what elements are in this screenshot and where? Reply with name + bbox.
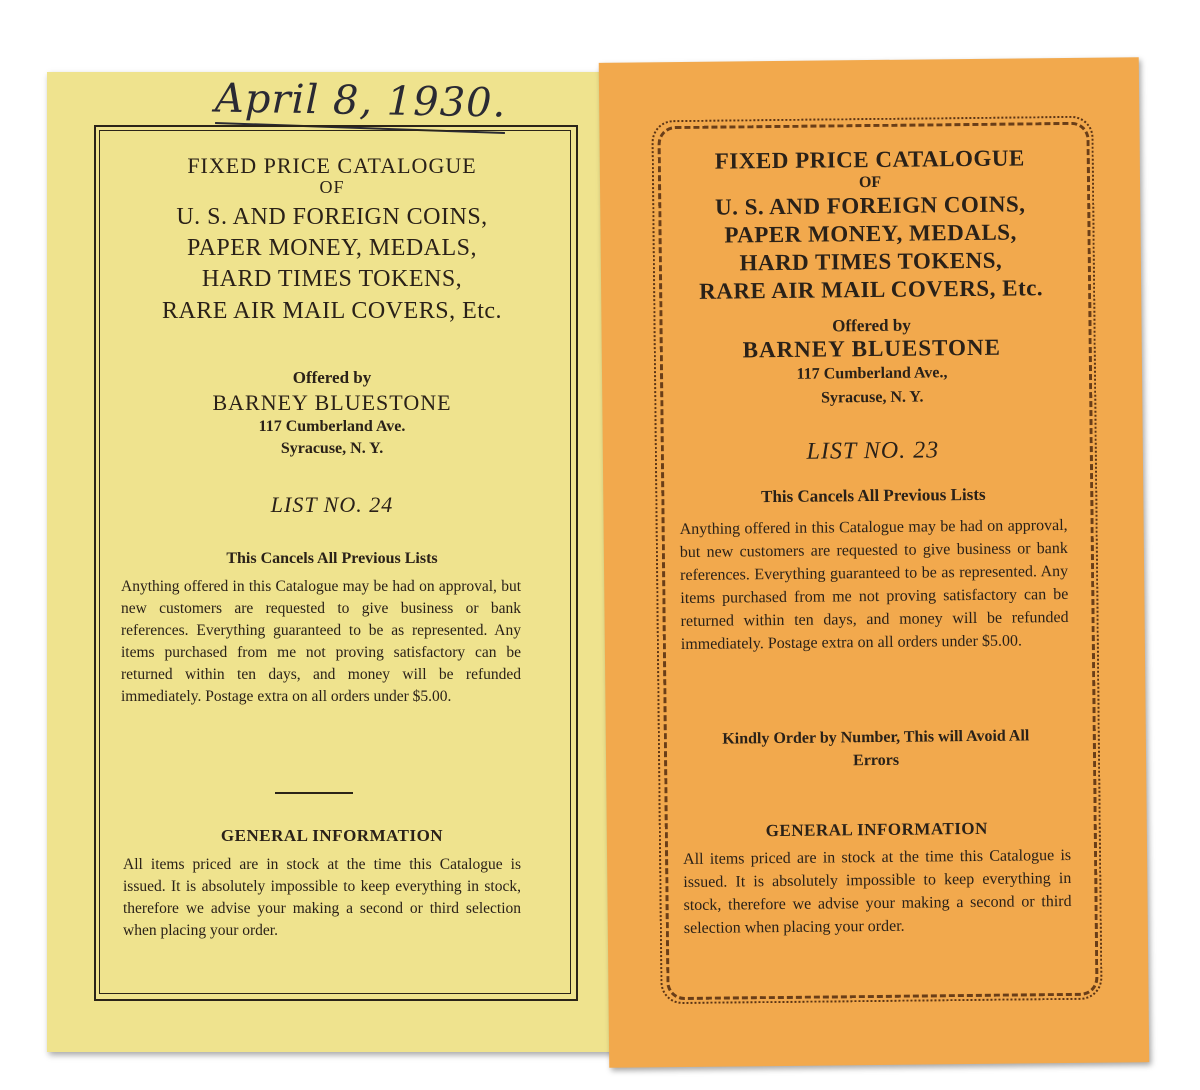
cancels-line [673, 484, 1073, 508]
item-line-4: RARE AIR MAIL COVERS, Etc. [161, 297, 503, 324]
item-line-2: PAPER MONEY, MEDALS, [186, 235, 478, 262]
cover-heading-block [107, 154, 557, 327]
general-info-block [683, 844, 1072, 940]
dealer-name: BARNEY BLUESTONE [742, 334, 1001, 363]
general-info-title: GENERAL INFORMATION [220, 826, 444, 845]
section-divider [275, 792, 353, 794]
item-line-1: U. S. AND FOREIGN COINS, [176, 203, 488, 230]
dealer-block [671, 314, 1072, 412]
general-info-paragraph: All items priced are in stock at the time this Catalogue is issued. It is absolutely impossible to keep everything in stock, therefore we advise your making a second or third selection when placing your order. [123, 856, 521, 939]
cancels-line [107, 550, 557, 568]
item-line-3: HARD TIMES TOKENS, [201, 266, 463, 293]
list-number [673, 436, 1073, 467]
general-info-block [123, 854, 521, 942]
left-catalogue-cover [47, 72, 615, 1052]
terms-paragraph: Anything offered in this Catalogue may be had on approval, but new customers are requested to give business or bank references. Everything guaranteed to be as represented. Any items purchased from me not proving satisfactory can be returned within ten days, and money will be refunded immediately. Postage extra on all orders under $5.00. [121, 578, 521, 705]
address-line-1: 117 Cumberland Ave. [258, 418, 406, 435]
list-number-text: LIST NO. 24 [270, 492, 394, 517]
offered-by: Offered by [292, 368, 372, 387]
handwritten-date: April 8, 1930. [214, 75, 507, 127]
address-line-2: Syracuse, N. Y. [820, 388, 924, 407]
right-catalogue-cover [599, 57, 1149, 1068]
dealer-block [107, 368, 557, 461]
address-line-1: 117 Cumberland Ave., [796, 364, 948, 383]
general-info-paragraph: All items priced are in stock at the time this Catalogue is issued. It is absolutely impossible to keep everything in stock, therefore we advise your making a second or third selection when placing your order. [683, 846, 1072, 938]
address-line-2: Syracuse, N. Y. [280, 440, 384, 458]
kindly-order-text: Kindly Order by Number, This will Avoid All Errors [722, 727, 1030, 770]
item-line-1: U. S. AND FOREIGN COINS, [714, 191, 1026, 220]
list-number-text: LIST NO. 23 [806, 437, 940, 465]
cover-heading-block [670, 144, 1072, 306]
offered-by: Offered by [832, 315, 911, 336]
terms-block [680, 514, 1069, 656]
item-line-4: RARE AIR MAIL COVERS, Etc. [699, 275, 1044, 304]
cancels-text: This Cancels All Previous Lists [226, 550, 438, 567]
terms-paragraph: Anything offered in this Catalogue may be had on approval, but new customers are requested to give business or bank references. Everything guaranteed to be as represented. Any items purchased from me not proving satisfactory can be returned within ten days, and money will be refunded immediately. Postage extra on all orders under $5.00. [679, 516, 1069, 654]
catalogue-title: FIXED PRICE CATALOGUE [714, 145, 1025, 174]
catalogue-of: OF [858, 173, 882, 192]
dealer-name: BARNEY BLUESTONE [212, 390, 452, 415]
general-info-heading [677, 818, 1077, 842]
list-number [107, 492, 557, 518]
catalogue-title: FIXED PRICE CATALOGUE [187, 153, 477, 178]
item-line-3: HARD TIMES TOKENS, [739, 247, 1003, 276]
general-info-title: GENERAL INFORMATION [765, 818, 988, 841]
catalogue-of: OF [319, 177, 345, 198]
terms-block [121, 576, 521, 708]
kindly-order-block [698, 724, 1054, 774]
general-info-heading [107, 826, 557, 846]
cancels-text: This Cancels All Previous Lists [760, 484, 986, 507]
item-line-2: PAPER MONEY, MEDALS, [724, 219, 1017, 248]
